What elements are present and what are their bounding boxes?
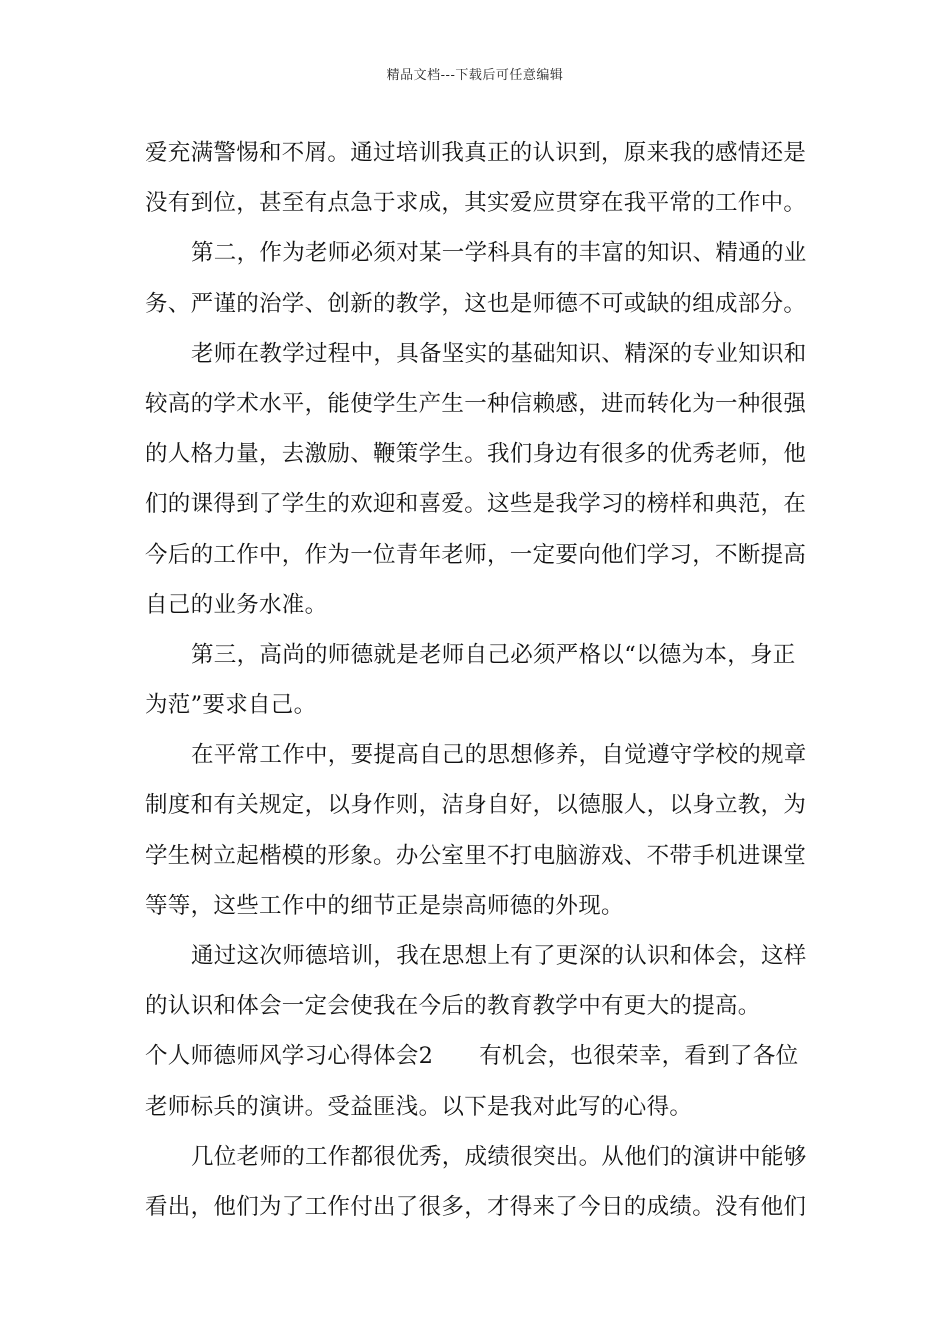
section-title: 个人师德师风学习心得体会2 [145,1043,434,1070]
text-line: 的认识和体会一定会使我在今后的教育教学中有更大的提高。 [145,993,761,1020]
section-first-text: 有机会，也很荣幸，看到了各位 [479,1043,799,1070]
text-line: 今后的工作中，作为一位青年老师，一定要向他们学习，不断提高 [145,541,807,568]
text-line: 等等，这些工作中的细节正是崇高师德的外现。 [145,892,624,919]
document-body [145,128,810,1232]
paragraph-start-line: 老师在教学过程中，具备坚实的基础知识、精深的专业知识和 [191,340,807,367]
paragraph-start-line: 第二，作为老师必须对某一学科具有的丰富的知识、精通的业 [191,240,807,267]
text-line: 没有到位，甚至有点急于求成，其实爱应贯穿在我平常的工作中。 [145,190,807,217]
section-title-line [145,1031,810,1081]
text-line: 学生树立起楷模的形象。办公室里不打电脑游戏、不带手机进课堂 [145,842,807,869]
text-line: 爱充满警惕和不屑。通过培训我真正的认识到，原来我的感情还是 [145,140,807,166]
text-line: 老师标兵的演讲。受益匪浅。以下是我对此写的心得。 [145,1093,693,1120]
paragraph-start-line: 在平常工作中，要提高自己的思想修养，自觉遵守学校的规章 [191,742,807,769]
text-line: 的人格力量，去激励、鞭策学生。我们身边有很多的优秀老师，他 [145,441,807,468]
paragraph-start-line: 通过这次师德培训，我在思想上有了更深的认识和体会，这样 [191,943,807,969]
page-header: 精品文档---下载后可任意编辑 [386,68,564,83]
text-line: 务、严谨的治学、创新的教学，这也是师德不可或缺的组成部分。 [145,290,807,317]
paragraph-start-line: 第三，高尚的师德就是老师自己必须严格以“以德为本，身正 [191,641,796,668]
text-line: 较高的学术水平，能使学生产生一种信赖感，进而转化为一种很强 [145,390,807,417]
paragraph-start-line: 几位老师的工作都很优秀，成绩很突出。从他们的演讲中能够 [191,1143,807,1170]
text-line: 们的课得到了学生的欢迎和喜爱。这些是我学习的榜样和典范，在 [145,491,807,518]
text-line: 为范”要求自己。 [145,692,317,719]
text-line: 自己的业务水准。 [145,591,328,618]
text-line: 制度和有关规定，以身作则，洁身自好，以德服人，以身立教，为 [145,792,807,819]
text-line: 看出，他们为了工作付出了很多，才得来了今日的成绩。没有他们 [145,1193,807,1220]
